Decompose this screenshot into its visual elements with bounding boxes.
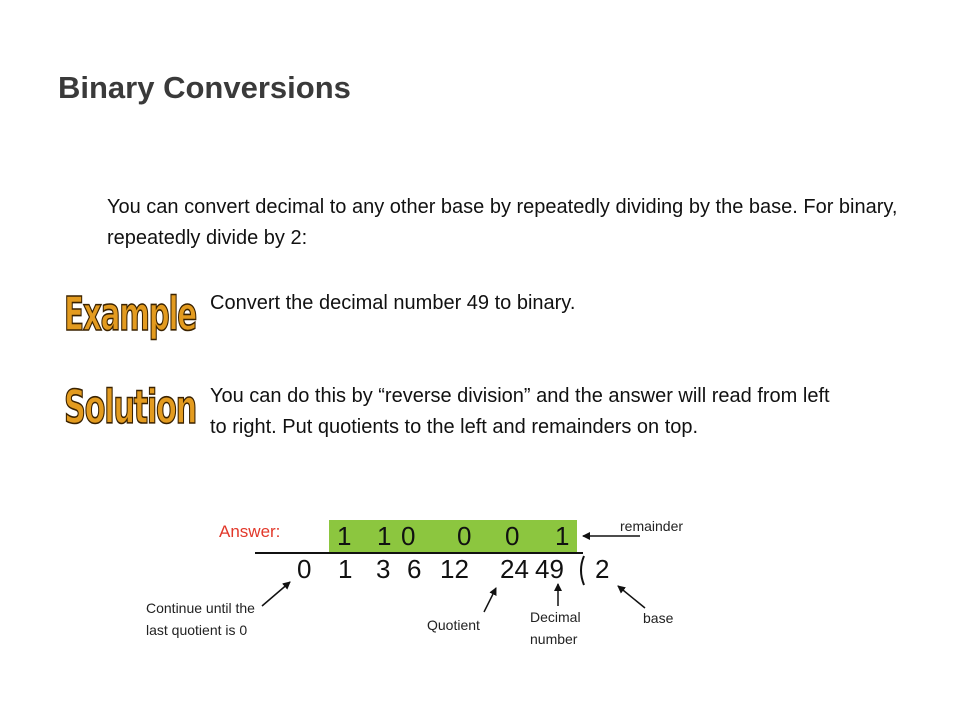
remainder-digit: 0 xyxy=(401,521,416,551)
quotient-value: 3 xyxy=(376,554,391,584)
base-label: base xyxy=(643,610,674,626)
slide-title: Binary Conversions xyxy=(58,70,351,105)
quotient-label: Quotient xyxy=(427,617,480,633)
solution-badge-text: Solution xyxy=(64,380,196,434)
continue-label-line1: Continue until the xyxy=(146,600,255,616)
answer-label: Answer: xyxy=(219,522,281,541)
quotient-arrow xyxy=(484,588,496,612)
remainder-digit: 1 xyxy=(337,521,352,551)
division-bracket xyxy=(581,556,584,585)
remainder-digit: 0 xyxy=(505,521,520,551)
decimal-label-line2: number xyxy=(530,631,578,647)
decimal-number-value: 49 xyxy=(535,554,564,584)
quotient-value: 24 xyxy=(500,554,529,584)
quotient-value: 6 xyxy=(407,554,422,584)
base-arrow xyxy=(618,586,645,608)
decimal-label-line1: Decimal xyxy=(530,609,581,625)
quotient-value: 0 xyxy=(297,554,312,584)
example-badge-text: Example xyxy=(64,287,196,341)
solution-text: You can do this by “reverse division” and the answer will read from left to right. Put quotients to the left and remainders on top. xyxy=(210,385,830,438)
continue-arrow xyxy=(262,582,290,606)
remainder-digit: 1 xyxy=(377,521,392,551)
remainder-digit: 0 xyxy=(457,521,472,551)
quotient-value: 1 xyxy=(338,554,353,584)
remainder-label: remainder xyxy=(620,518,684,534)
example-text: Convert the decimal number 49 to binary. xyxy=(210,292,576,314)
continue-label-line2: last quotient is 0 xyxy=(146,622,248,638)
base-value: 2 xyxy=(595,554,610,584)
intro-paragraph: You can convert decimal to any other base by repeatedly dividing by the base. For binary, repeatedly divide by 2: xyxy=(107,196,898,249)
quotient-value: 12 xyxy=(440,554,469,584)
remainder-digit: 1 xyxy=(555,521,570,551)
